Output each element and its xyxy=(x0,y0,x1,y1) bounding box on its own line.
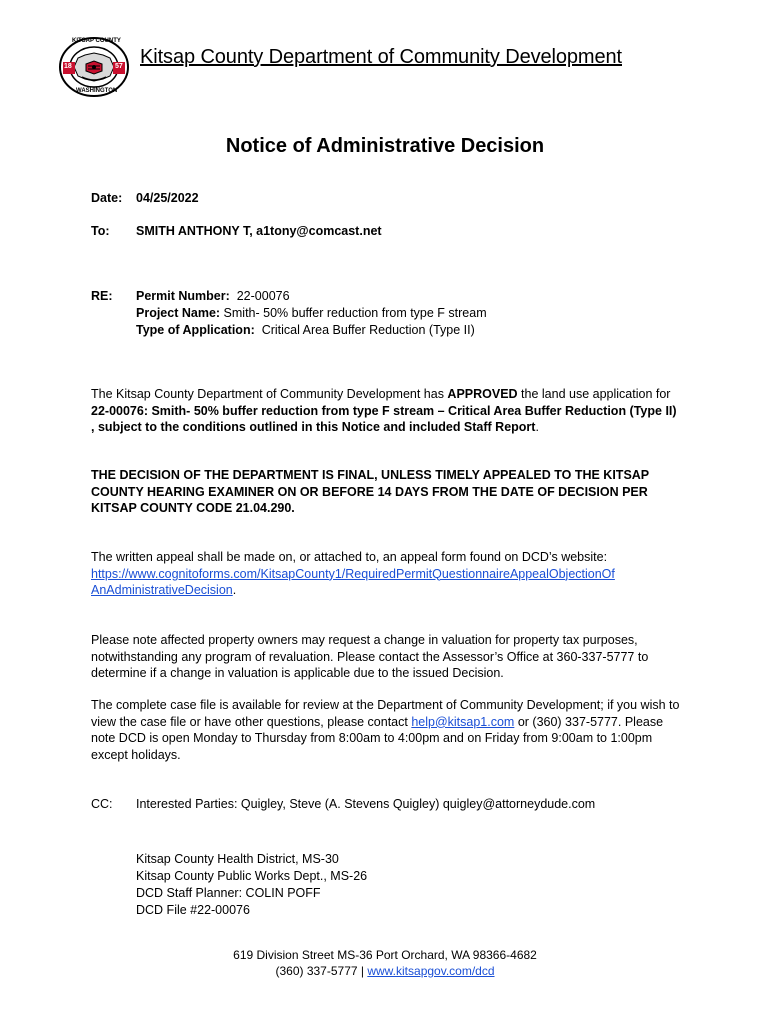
final-decision-notice: THE DECISION OF THE DEPARTMENT IS FINAL, UNLESS TIMELY APPEALED TO THE KITSAP COUNTY HEARING EXAMINER ON OR BEFORE 14 DAYS FROM THE DATE OF DECISION PER KITSAP COUNTY CODE 21.04.290. xyxy=(91,468,649,516)
permit-number-line xyxy=(136,288,487,305)
application-type-label: Type of Application: xyxy=(136,323,255,337)
cc-list-item: DCD File #22-00076 xyxy=(136,903,250,917)
cc-list xyxy=(136,851,367,919)
to-value: SMITH ANTHONY T, a1tony@comcast.net xyxy=(136,224,382,238)
case-file-text-2: or (360) 337-5777. Please note DCD is open Monday to Thursday from 8:00am to 4:00pm and on Friday from 9:00am to 1:00pm except holidays. xyxy=(91,714,664,762)
appeal-paragraph xyxy=(91,549,681,599)
to-label: To: xyxy=(91,224,110,238)
application-summary: 22-00076: Smith- 50% buffer reduction from type F stream – Critical Area Buffer Reduction (Type II) , subject to the conditions outlined in this Notice and included Staff Report xyxy=(91,403,677,435)
case-file-text-1: The complete case file is available for review at the Department of Community Development; if you wish to view the case file or have other questions, please contact xyxy=(91,698,680,729)
cc-list-item: Kitsap County Health District, MS-30 xyxy=(136,852,339,866)
seal-top-text: KITSAP COUNTY xyxy=(72,38,121,44)
approved-status: APPROVED xyxy=(447,387,518,401)
footer xyxy=(0,947,770,979)
footer-contact-line xyxy=(0,963,770,979)
cc-list-item: Kitsap County Public Works Dept., MS-26 xyxy=(136,869,368,883)
cc-list-item: DCD Staff Planner: COLIN POFF xyxy=(136,886,321,900)
footer-address: 619 Division Street MS-36 Port Orchard, WA 98366-4682 xyxy=(233,948,537,962)
project-name-label: Project Name: xyxy=(136,306,221,320)
decision-text-1: The Kitsap County Department of Community Development has xyxy=(91,387,448,401)
appeal-end: . xyxy=(232,583,237,598)
cc-interested-parties: Interested Parties: Quigley, Steve (A. Stevens Quigley) quigley@attorneydude.com xyxy=(136,797,596,811)
case-file-paragraph xyxy=(91,697,681,763)
decision-end: . xyxy=(535,420,539,435)
valuation-paragraph: Please note affected property owners may request a change in valuation for property tax purposes, notwithstanding any program of revaluation. Please contact the Assessor’s Office at 360-337-5777 to determine if a change in valuation is applicable due to the issued Decision. xyxy=(91,633,649,681)
decision-paragraph xyxy=(91,386,681,436)
footer-website-link[interactable]: www.kitsapgov.com/dcd xyxy=(367,964,495,978)
help-email-link[interactable]: help@kitsap1.com xyxy=(411,714,515,729)
seal-right-year: 57 xyxy=(115,63,123,70)
footer-separator: | xyxy=(357,964,368,978)
county-seal-logo xyxy=(58,36,130,98)
application-type-value: Critical Area Buffer Reduction (Type II) xyxy=(261,323,475,337)
permit-number-value: 22-00076 xyxy=(236,289,290,303)
project-name-line xyxy=(136,305,487,322)
appeal-form-link-cont[interactable]: AnAdministrativeDecision xyxy=(91,583,233,598)
seal-left-year: 18 xyxy=(64,63,72,70)
re-block xyxy=(136,288,487,339)
decision-text-2: the land use application for xyxy=(517,387,671,401)
document-title: Notice of Administrative Decision xyxy=(225,135,545,157)
application-type-line xyxy=(136,322,487,339)
appeal-text: The written appeal shall be made on, or attached to, an appeal form found on DCD’s website: xyxy=(91,550,608,564)
appeal-form-link[interactable]: https://www.cognitoforms.com/KitsapCounty1/RequiredPermitQuestionnaireAppealObjectionOf xyxy=(91,566,615,581)
cc-label: CC: xyxy=(91,797,113,811)
date-label: Date: xyxy=(91,191,123,205)
permit-number-label: Permit Number: xyxy=(136,289,230,303)
project-name-value: Smith- 50% buffer reduction from type F stream xyxy=(223,306,487,320)
date-value: 04/25/2022 xyxy=(136,191,199,205)
re-label: RE: xyxy=(91,289,113,303)
agency-heading: Kitsap County Department of Community Development xyxy=(140,46,622,68)
footer-phone: (360) 337-5777 xyxy=(275,964,358,978)
seal-bottom-text: WASHINGTON xyxy=(76,88,118,94)
